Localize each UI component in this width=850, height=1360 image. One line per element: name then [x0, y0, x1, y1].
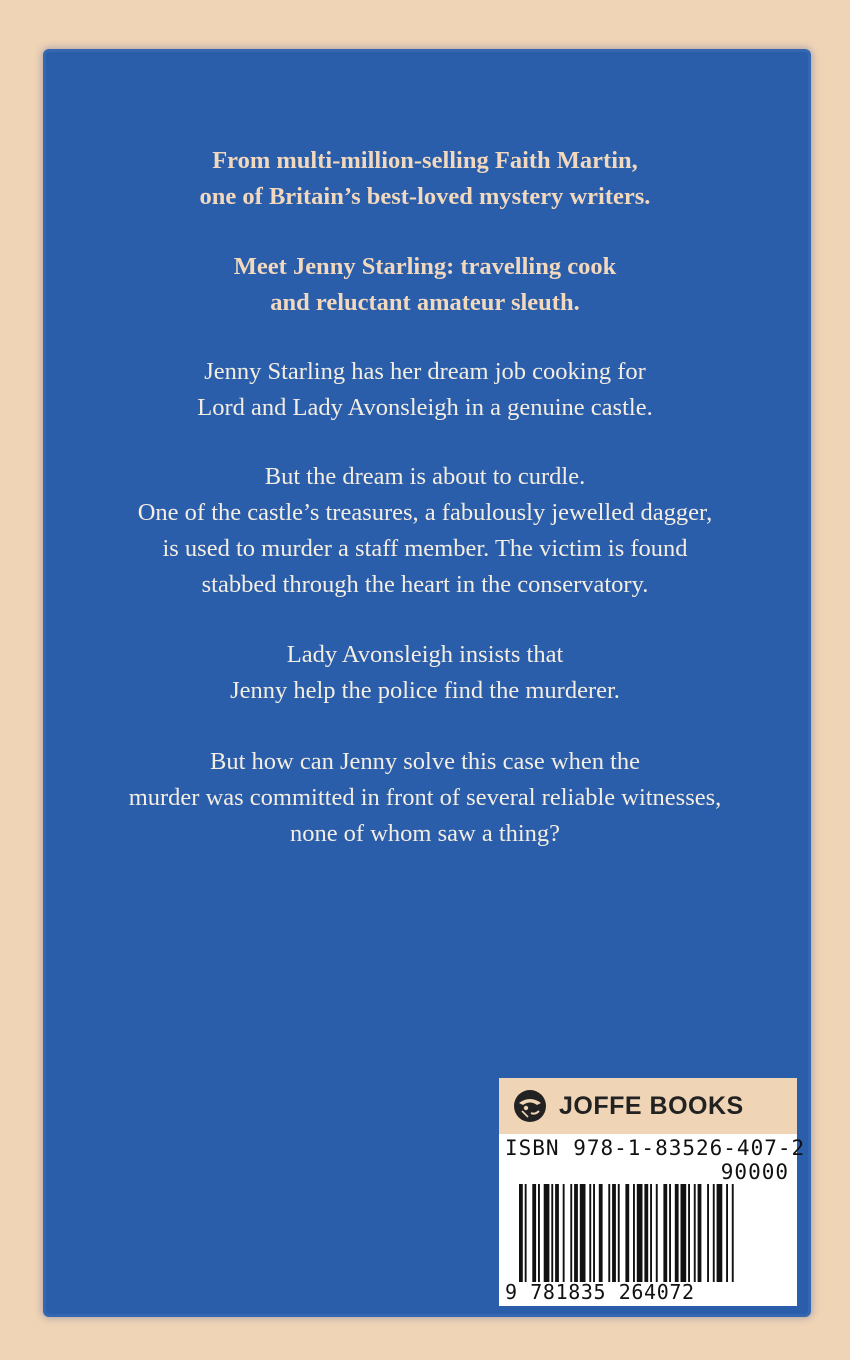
paragraph-2	[60, 459, 790, 603]
paragraph-4-line-1: But how can Jenny solve this case when the	[209, 748, 641, 775]
paragraph-2-line-2: One of the castle’s treasures, a fabulously jewelled dagger,	[137, 499, 713, 526]
intro-line-1: Meet Jenny Starling: travelling cook	[233, 253, 617, 280]
paragraph-3-line-2: Jenny help the police find the murderer.	[230, 677, 620, 704]
intro	[60, 249, 790, 321]
paragraph-2-line-3: is used to murder a staff member. The victim is found	[162, 535, 688, 562]
barcode-box	[499, 1078, 806, 1306]
price-code: 90000	[720, 1160, 789, 1184]
joffe-books-logo-icon	[513, 1089, 547, 1123]
paragraph-1	[60, 354, 790, 426]
publisher-strip	[499, 1078, 797, 1134]
tagline-line-1: From multi-million-selling Faith Martin,	[212, 147, 638, 174]
tagline-line-2: one of Britain’s best-loved mystery writers.	[199, 183, 651, 210]
paragraph-3	[60, 637, 790, 709]
paragraph-4	[60, 744, 790, 852]
paragraph-2-line-1: But the dream is about to curdle.	[264, 463, 586, 490]
paragraph-4-line-3: none of whom saw a thing?	[289, 820, 561, 847]
tagline	[60, 143, 790, 215]
publisher-name: JOFFE BOOKS	[559, 1091, 744, 1120]
barcode-bars	[519, 1184, 791, 1282]
paragraph-3-line-1: Lady Avonsleigh insists that	[286, 641, 564, 668]
paragraph-2-line-4: stabbed through the heart in the conservatory.	[201, 571, 649, 598]
intro-line-2: and reluctant amateur sleuth.	[270, 289, 580, 316]
isbn-label: ISBN 978-1-83526-407-2	[505, 1136, 806, 1160]
paragraph-1-line-1: Jenny Starling has her dream job cooking for	[204, 358, 646, 385]
ean-digits: 9 781835 264072	[505, 1280, 695, 1304]
paragraph-1-line-2: Lord and Lady Avonsleigh in a genuine castle.	[197, 394, 653, 421]
paragraph-4-line-2: murder was committed in front of several reliable witnesses,	[128, 784, 722, 811]
